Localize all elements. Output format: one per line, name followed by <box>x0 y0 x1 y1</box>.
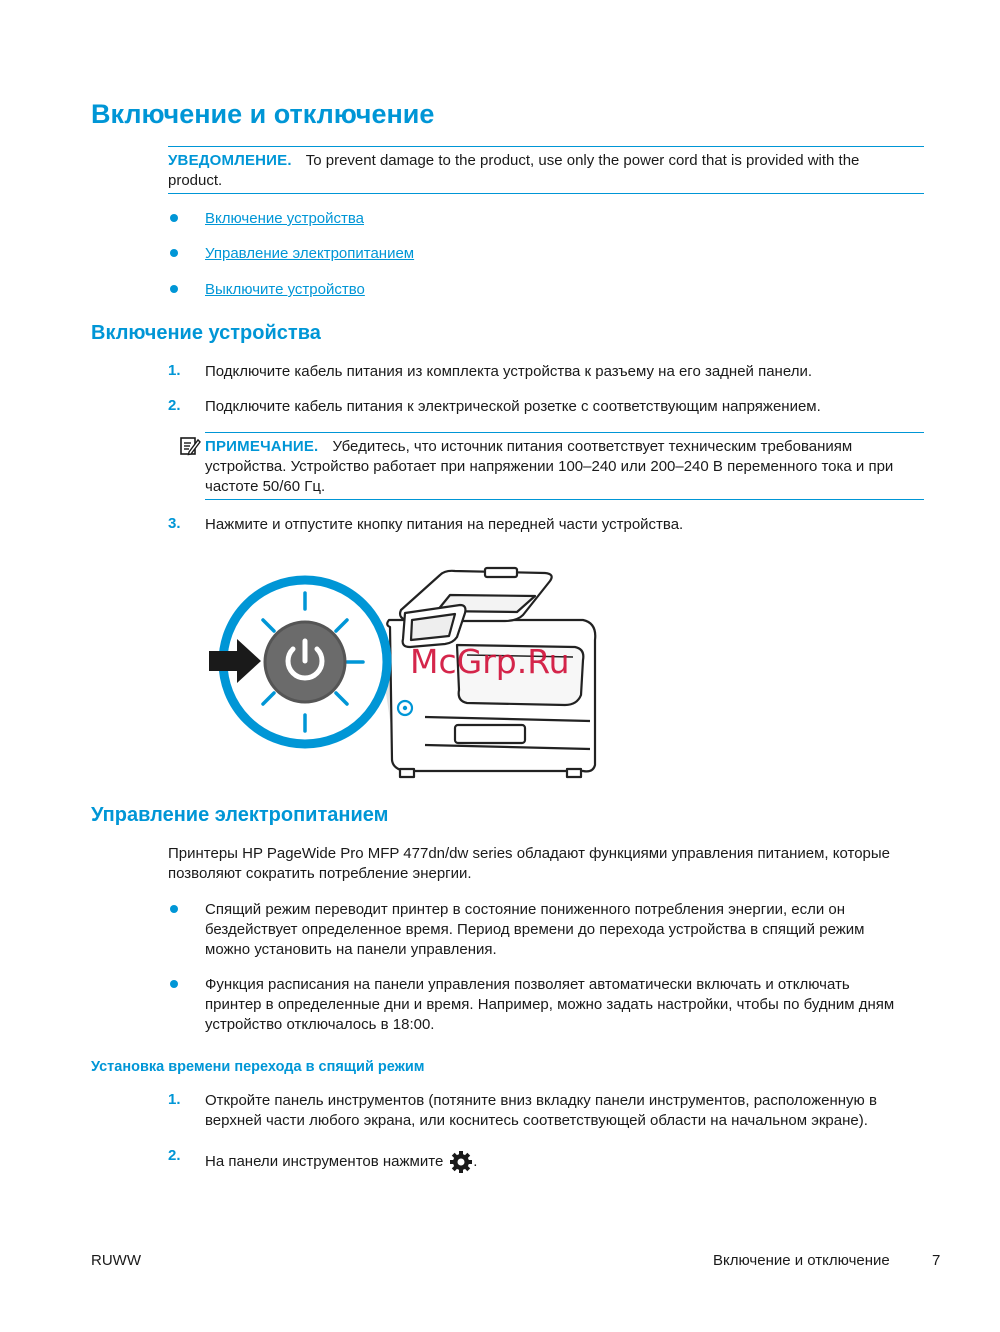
intro-line-2: позволяют сократить потребление энергии. <box>168 865 472 882</box>
section-heading-power-on: Включение устройства <box>91 322 321 344</box>
list-item-line: принтер в определенные дни и время. Например, можно задать настройки, чтобы по будним дням <box>205 996 895 1013</box>
step-number: 2. <box>168 397 181 414</box>
note-tag: ПРИМЕЧАНИЕ. <box>205 438 319 455</box>
page-number: 7 <box>932 1252 941 1269</box>
notice-text: To prevent damage to the product, use only the power cord that is provided with the <box>305 152 860 169</box>
bullet-dot <box>170 285 178 293</box>
note-line-2: устройства. Устройство работает при напряжении 100–240 или 200–240 В переменного тока и при <box>205 458 894 475</box>
notice-text-cont: product. <box>168 172 223 189</box>
step-text: Нажмите и отпустите кнопку питания на передней части устройства. <box>205 516 684 533</box>
page-title: Включение и отключение <box>91 99 435 129</box>
step-line: верхней части любого экрана, или коснитесь соответствующей области на начальном экране). <box>205 1112 868 1129</box>
step-text <box>205 1150 477 1174</box>
toc-link-power-off[interactable]: Выключите устройство <box>205 281 365 298</box>
toc-item-1 <box>205 209 364 229</box>
step-line: На панели инструментов нажмите <box>205 1153 444 1170</box>
notice-top-rule <box>168 146 924 147</box>
intro-line-1: Принтеры HP PageWide Pro MFP 477dn/dw series обладают функциями управления питанием, которые <box>168 845 891 862</box>
note-bottom-rule <box>205 499 924 500</box>
list-item-line: устройство отключалось в 18:00. <box>205 1016 435 1033</box>
section-heading-power-management: Управление электропитанием <box>91 804 389 826</box>
bullet-dot <box>170 905 178 913</box>
note-top-rule <box>205 432 924 433</box>
step-number: 1. <box>168 362 181 379</box>
subsection-heading-sleep: Установка времени перехода в спящий режим <box>91 1059 425 1075</box>
bullet-dot <box>170 980 178 988</box>
toc-item-2 <box>205 244 414 264</box>
note-block <box>205 437 925 497</box>
bullet-dot <box>170 249 178 257</box>
note-line-3: частоте 50/60 Гц. <box>205 478 326 495</box>
list-item <box>205 975 894 1035</box>
footer-left: RUWW <box>91 1252 141 1269</box>
toc-link-power-management[interactable]: Управление электропитанием <box>205 245 415 262</box>
toc-link-power-on[interactable]: Включение устройства <box>205 210 365 227</box>
bullet-dot <box>170 214 178 222</box>
note-line-1: Убедитесь, что источник питания соответствует техническим требованиям <box>332 438 853 455</box>
gear-icon <box>449 1150 473 1174</box>
step-line: Откройте панель инструментов (потяните вниз вкладку панели инструментов, расположенную в <box>205 1092 877 1109</box>
step-line-end: . <box>473 1153 478 1170</box>
step-text: Подключите кабель питания из комплекта устройства к разъему на его задней панели. <box>205 363 812 380</box>
list-item <box>205 900 864 960</box>
list-item-line: Спящий режим переводит принтер в состояние пониженного потребления энергии, если он <box>205 901 846 918</box>
intro-paragraph <box>168 844 890 884</box>
watermark-text: McGrp.Ru <box>410 642 570 681</box>
step-text: Подключите кабель питания к электрической розетке с соответствующим напряжением. <box>205 398 821 415</box>
list-item-line: можно установить на панели управления. <box>205 941 497 958</box>
notice-block <box>168 151 924 191</box>
toc-item-3 <box>205 280 365 300</box>
footer-section-title: Включение и отключение <box>713 1252 890 1269</box>
notice-tag: УВЕДОМЛЕНИЕ. <box>168 152 292 169</box>
step-number: 2. <box>168 1147 181 1164</box>
note-icon <box>179 435 201 461</box>
step-number: 3. <box>168 515 181 532</box>
list-item-line: бездействует определенное время. Период времени до перехода устройства в спящий режим <box>205 921 865 938</box>
step-text <box>205 1091 877 1131</box>
list-item-line: Функция расписания на панели управления позволяет автоматически включать и отключать <box>205 976 850 993</box>
step-number: 1. <box>168 1091 181 1108</box>
notice-bottom-rule <box>168 193 924 194</box>
